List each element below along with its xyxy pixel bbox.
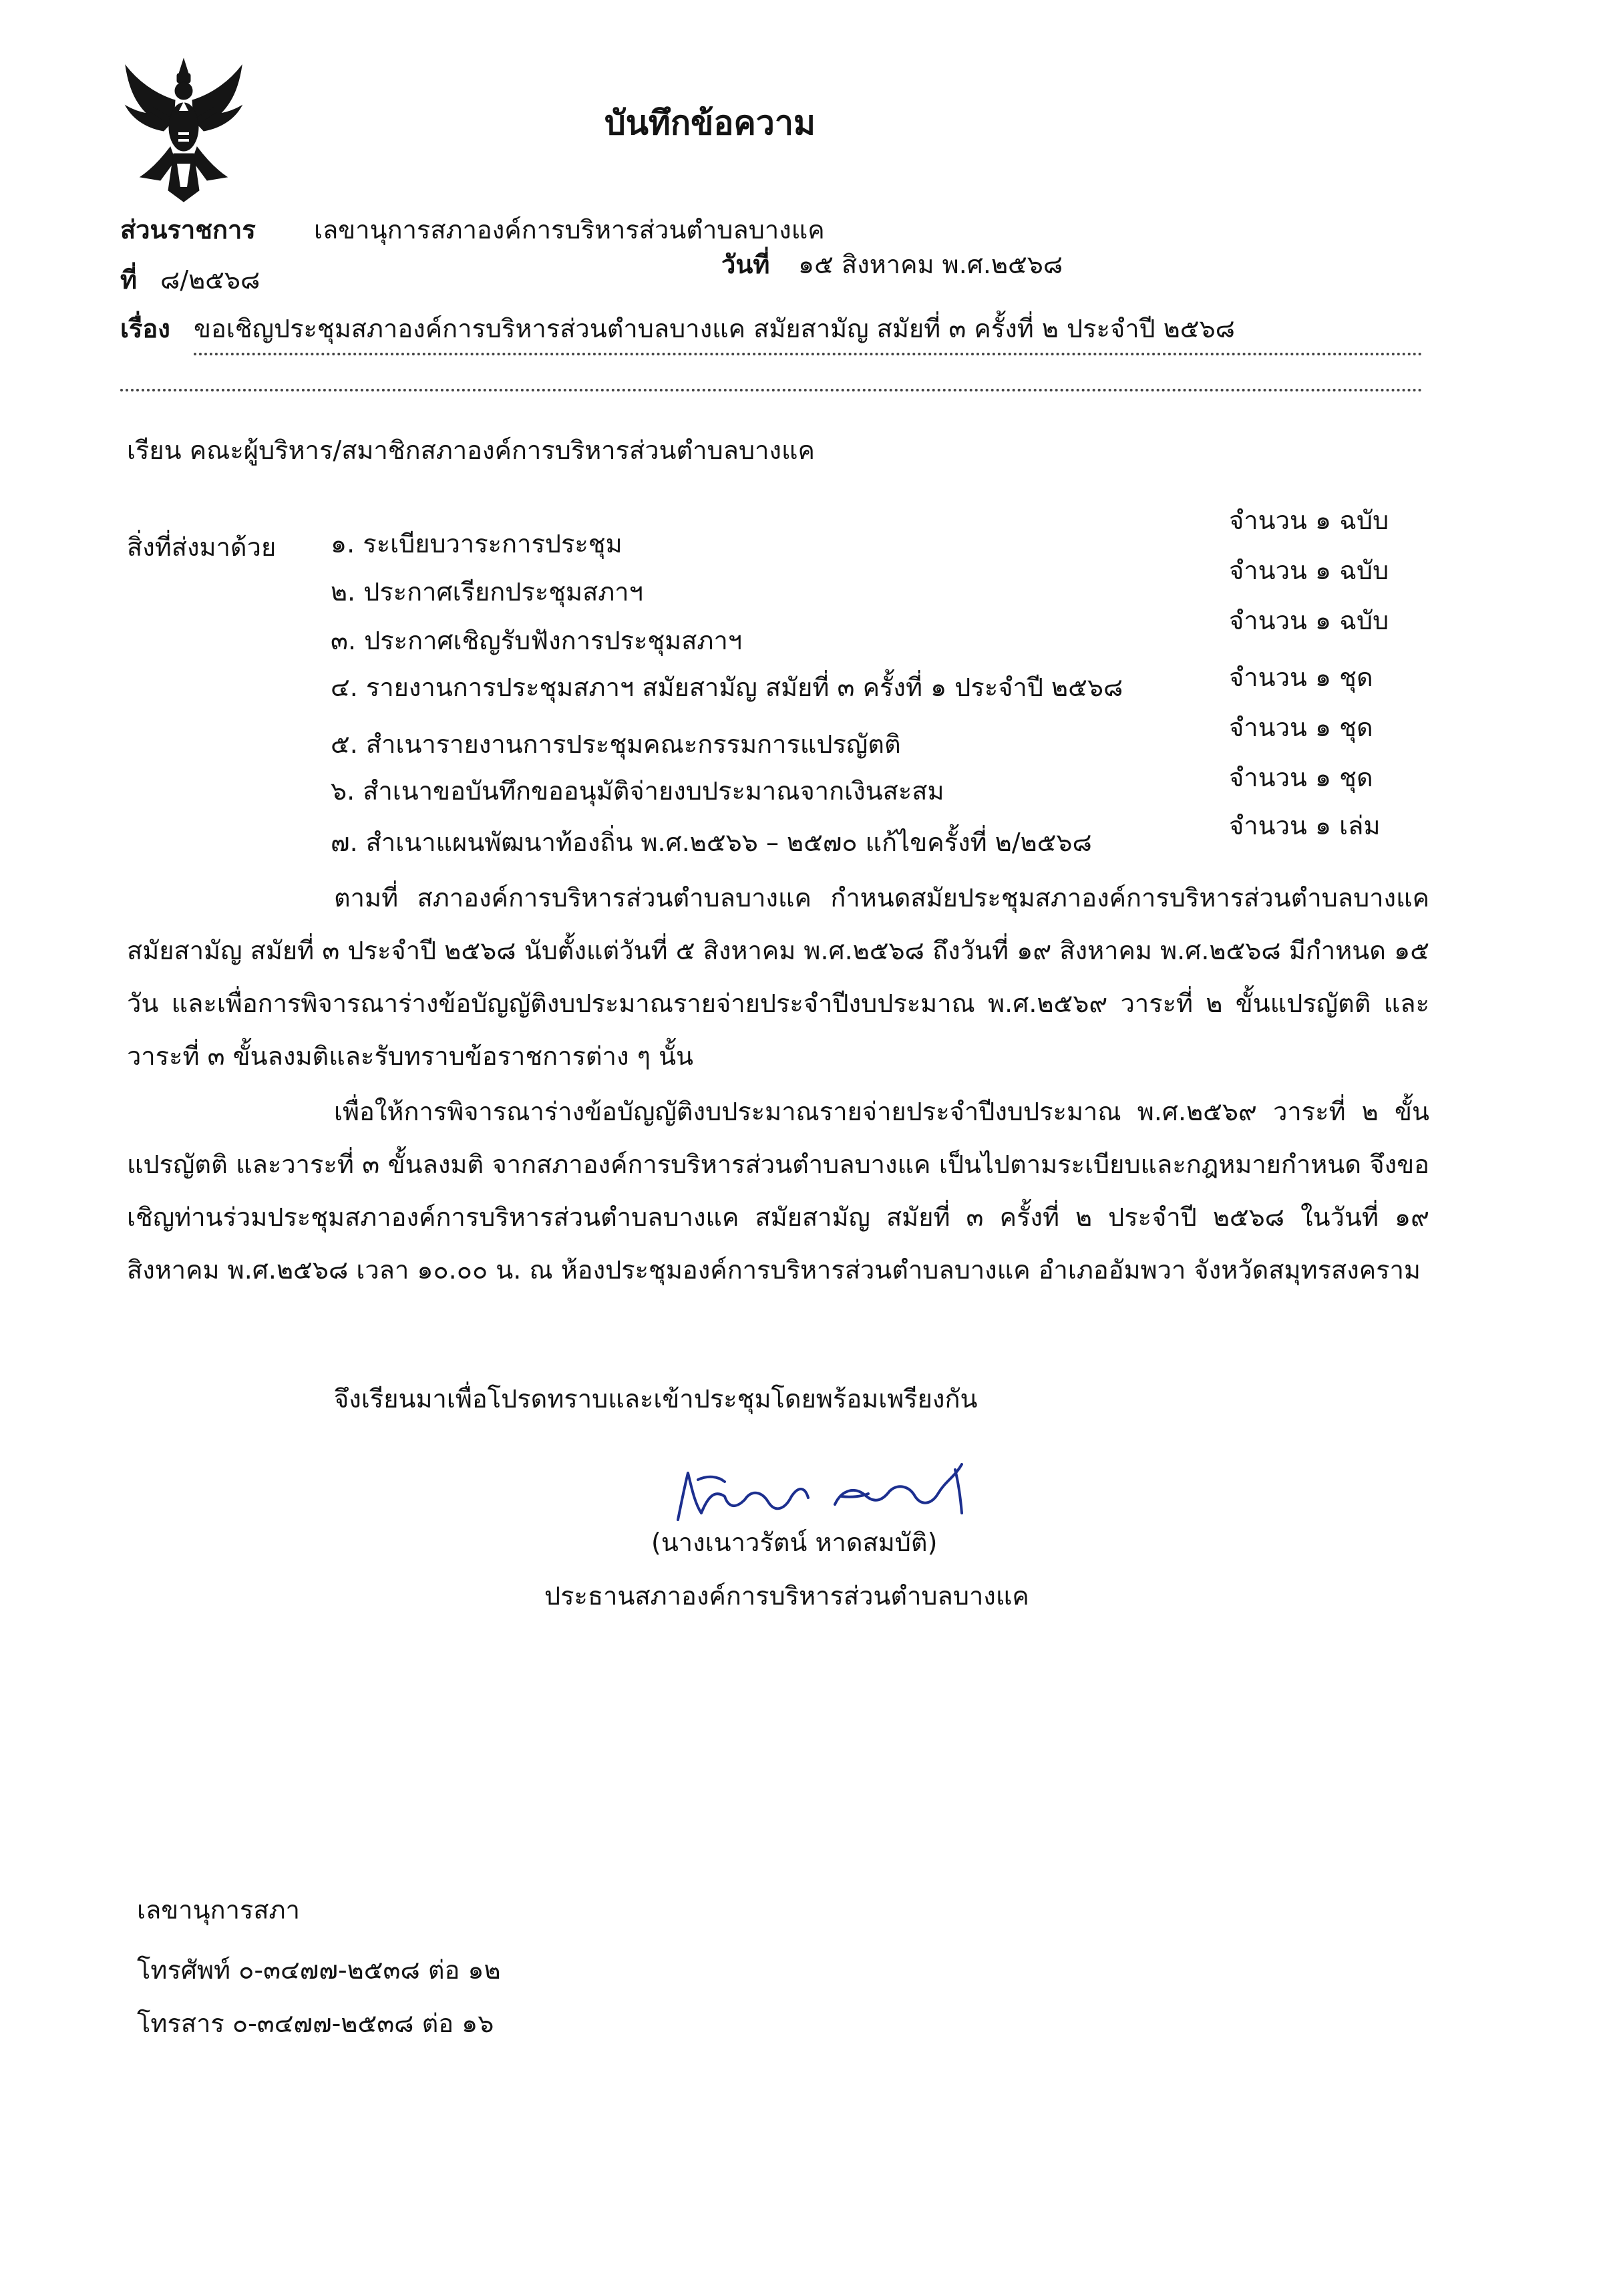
enclosure-qty: จำนวน ๑ ชุด xyxy=(1229,713,1373,742)
enclosures-label: สิ่งที่ส่งมาด้วย xyxy=(127,532,277,562)
enclosure-item: ๕. สำเนารายงานการประชุมคณะกรรมการแปรญัตติ xyxy=(331,729,901,759)
enclosure-item: ๖. สำเนาขอบันทึกขออนุมัติจ่ายงบประมาณจากเงินสะสม xyxy=(331,776,944,806)
memo-title: บันทึกข้อความ xyxy=(604,104,816,142)
enclosure-qty: จำนวน ๑ เล่ม xyxy=(1229,811,1381,840)
date-value: ๑๕ สิงหาคม พ.ศ.๒๕๖๘ xyxy=(798,250,1063,279)
divider-dotted-line xyxy=(120,389,1423,391)
ref-label: ที่ xyxy=(120,265,138,295)
footer-fax: โทรสาร ๐-๓๔๗๗-๒๕๓๘ ต่อ ๑๖ xyxy=(137,2009,494,2038)
body-paragraph-2: เพื่อให้การพิจารณาร่างข้อบัญญัติงบประมาณรายจ่ายประจำปีงบประมาณ พ.ศ.๒๕๖๙ วาระที่ ๒ ขั้นแปรญัตติ และวาระที่ ๓ ขั้นลงมติ จากสภาองค์การบริหารส่วนตำบลบางแค เป็นไปตามระเบียบและกฎหมายกำหนด จึงขอเชิญท่านร่วมประชุมสภาองค์การบริหารส่วนตำบลบางแค สมัยสามัญ สมัยที่ ๓ ครั้งที่ ๒ ประจำปี ๒๕๖๘ ในวันที่ ๑๙ สิงหาคม พ.ศ.๒๕๖๘ เวลา ๑๐.๐๐ น. ณ ห้องประชุมองค์การบริหารส่วนตำบลบางแค อำเภออัมพวา จังหวัดสมุทรสงคราม xyxy=(127,1097,1429,1285)
signatory-position: ประธานสภาองค์การบริหารส่วนตำบลบางแค xyxy=(544,1581,1029,1611)
enclosure-qty: จำนวน ๑ ฉบับ xyxy=(1229,506,1389,535)
closing-sentence: จึงเรียนมาเพื่อโปรดทราบและเข้าประชุมโดยพร้อมเพรียงกัน xyxy=(334,1384,978,1414)
garuda-emblem-icon xyxy=(114,53,254,204)
division-value: เลขานุการสภาองค์การบริหารส่วนตำบลบางแค xyxy=(314,215,825,244)
date-label: วันที่ xyxy=(721,250,770,279)
enclosure-item: ๗. สำเนาแผนพัฒนาท้องถิ่น พ.ศ.๒๕๖๖ – ๒๕๗๐ แก้ไขครั้งที่ ๒/๒๕๖๘ xyxy=(331,828,1092,857)
enclosure-item: ๑. ระเบียบวาระการประชุม xyxy=(331,529,622,558)
enclosure-qty: จำนวน ๑ ชุด xyxy=(1229,763,1373,792)
enclosure-qty: จำนวน ๑ ฉบับ xyxy=(1229,606,1389,635)
footer-office: เลขานุการสภา xyxy=(137,1895,300,1925)
signatory-name: (นางเนาวรัตน์ หาดสมบัติ) xyxy=(651,1528,938,1557)
enclosure-qty: จำนวน ๑ ชุด xyxy=(1229,663,1373,692)
enclosure-qty: จำนวน ๑ ฉบับ xyxy=(1229,556,1389,585)
enclosure-item: ๒. ประกาศเรียกประชุมสภาฯ xyxy=(331,577,643,607)
ref-value: ๘/๒๕๖๘ xyxy=(160,265,260,295)
body-paragraph-1: ตามที่ สภาองค์การบริหารส่วนตำบลบางแค กำหนดสมัยประชุมสภาองค์การบริหารส่วนตำบลบางแคสมัยสามัญ สมัยที่ ๓ ประจำปี ๒๕๖๘ นับตั้งแต่วันที่ ๕ สิงหาคม พ.ศ.๒๕๖๘ ถึงวันที่ ๑๙ สิงหาคม พ.ศ.๒๕๖๘ มีกำหนด ๑๕ วัน และเพื่อการพิจารณาร่างข้อบัญญัติงบประมาณรายจ่ายประจำปีงบประมาณ พ.ศ.๒๕๖๙ วาระที่ ๒ ขั้นแปรญัตติ และวาระที่ ๓ ขั้นลงมติและรับทราบข้อราชการต่าง ๆ นั้น xyxy=(127,883,1429,1071)
handwritten-signature xyxy=(661,1450,982,1530)
enclosure-item: ๓. ประกาศเชิญรับฟังการประชุมสภาฯ xyxy=(331,626,743,655)
enclosure-item: ๔. รายงานการประชุมสภาฯ สมัยสามัญ สมัยที่ ๓ ครั้งที่ ๑ ประจำปี ๒๕๖๘ xyxy=(331,673,1123,702)
subject-value: ขอเชิญประชุมสภาองค์การบริหารส่วนตำบลบางแค สมัยสามัญ สมัยที่ ๓ ครั้งที่ ๒ ประจำปี ๒๕๖๘ xyxy=(194,314,1236,343)
division-label: ส่วนราชการ xyxy=(120,215,256,244)
footer-phone: โทรศัพท์ ๐-๓๔๗๗-๒๕๓๘ ต่อ ๑๒ xyxy=(137,1955,501,1985)
salutation: เรียน คณะผู้บริหาร/สมาชิกสภาองค์การบริหารส่วนตำบลบางแค xyxy=(127,436,815,465)
subject-label: เรื่อง xyxy=(120,314,170,343)
subject-dotted-line xyxy=(194,353,1423,355)
